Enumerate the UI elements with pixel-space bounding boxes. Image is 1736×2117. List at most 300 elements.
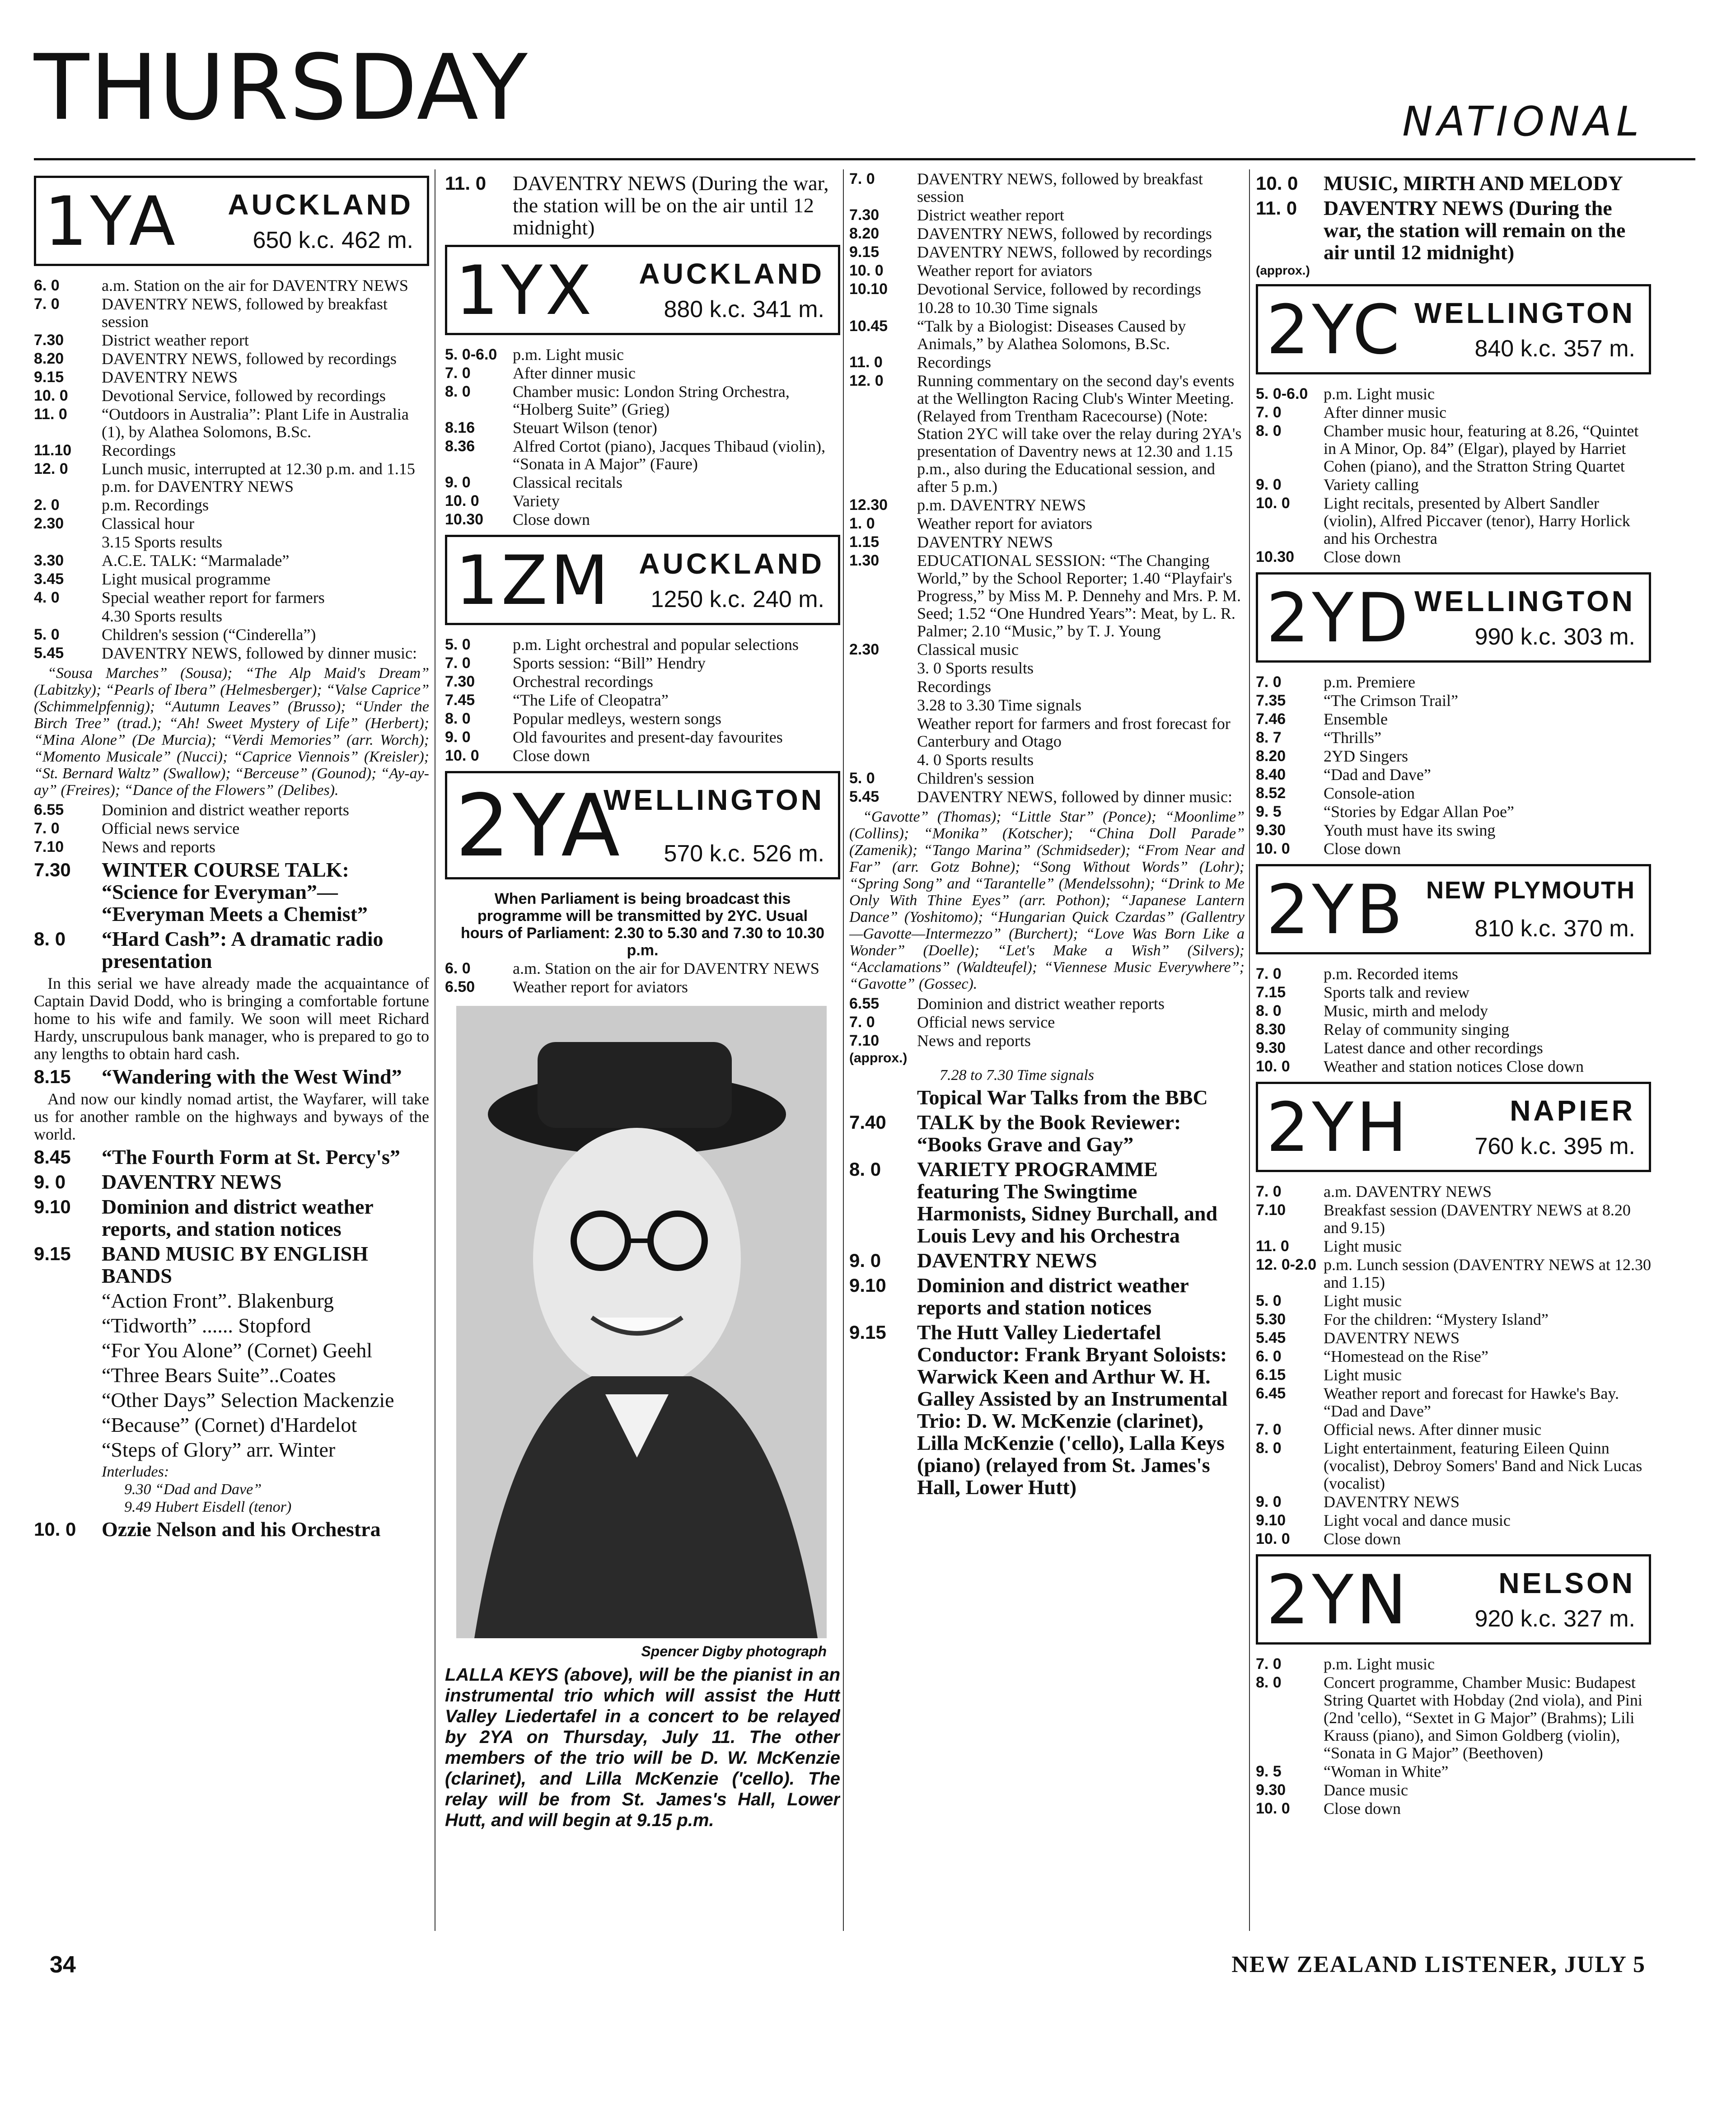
station-box-2yb (1256, 864, 1651, 954)
schedule-entry (849, 678, 1245, 696)
entry-time: 7. 0 (849, 1014, 875, 1031)
entry-time: 7.10 (34, 838, 64, 855)
entry-time: 8. 0 (1256, 1674, 1282, 1691)
schedule-entry (849, 243, 1245, 261)
schedule-entry (849, 170, 1245, 206)
entry-text: Weather and station notices Close down (1324, 1057, 1584, 1075)
schedule-entry (34, 1146, 429, 1168)
schedule-entry (445, 747, 840, 765)
entry-text: DAVENTRY NEWS (917, 533, 1053, 551)
schedule-entry (34, 552, 429, 570)
entry-time: 7. 0 (1256, 1421, 1282, 1438)
schedule-entry (34, 838, 429, 856)
entry-text: p.m. Lunch session (DAVENTRY NEWS at 12.30 and 1.15) (1324, 1256, 1651, 1291)
schedule-entry (34, 332, 429, 349)
schedule-entry (1256, 1256, 1651, 1291)
entry-time: 8.20 (1256, 748, 1286, 765)
entry-text: Children's session (“Cinderella”) (102, 626, 316, 644)
column-divider (1249, 169, 1250, 1931)
band-piece: “Other Days” Selection Mackenzie (102, 1388, 394, 1411)
parliament-notice: When Parliament is being broadcast this programme will be transmitted by 2YC. Usual hours of Parliament: 2.30 to 5.30 and 7.30 to 10.30 p.m. (461, 890, 824, 959)
entry-text: p.m. Light music (1324, 1655, 1435, 1673)
entry-text: DAVENTRY NEWS, followed by recordings (917, 243, 1212, 261)
entry-text: Chamber music: London String Orchestra, “Holberg Suite” (Grieg) (513, 383, 790, 418)
column-4 (1256, 169, 1651, 1922)
entry-time: 8.36 (445, 438, 475, 455)
entry-text: Relay of community singing (1324, 1020, 1509, 1038)
entry-time: 7. 0 (1256, 673, 1282, 691)
entry-text: Ozzie Nelson and his Orchestra (102, 1518, 381, 1541)
band-piece: “Because” (Cornet) d'Hardelot (102, 1413, 357, 1436)
entry-time: 7.40 (849, 1112, 886, 1133)
entry-time: 4. 0 (34, 589, 60, 606)
service-label: NATIONAL (1402, 98, 1643, 145)
entry-time: 11. 0 (1256, 1238, 1289, 1255)
entry-text: Sports session: “Bill” Hendry (513, 654, 706, 672)
column-divider (843, 169, 844, 1931)
entry-text: Close down (1324, 840, 1401, 858)
schedule-entry (1256, 984, 1651, 1001)
schedule-entry (445, 365, 840, 382)
entry-text: “The Crimson Trail” (1324, 692, 1458, 710)
entry-text: Classical hour (102, 514, 194, 533)
schedule-entry (849, 1032, 1245, 1050)
schedule-entry (849, 1249, 1245, 1271)
entry-text: 3.28 to 3.30 Time signals (917, 696, 1082, 714)
entry-text: “Wandering with the West Wind” (102, 1065, 402, 1088)
entry-time: 9. 0 (445, 474, 471, 491)
schedule-entry (1256, 965, 1651, 983)
station-city: NELSON (1498, 1567, 1635, 1599)
entry-time (849, 696, 917, 714)
entry-time: 2.30 (34, 515, 64, 532)
entry-text: Alfred Cortot (piano), Jacques Thibaud (violin), “Sonata in A Major” (Faure) (513, 437, 826, 473)
entry-time: 8.30 (1256, 1021, 1286, 1038)
schedule-entry (1256, 1530, 1651, 1548)
entry-time: 5. 0 (34, 626, 60, 643)
entry-text: Recordings (102, 441, 176, 459)
entry-time: 10. 0 (445, 747, 479, 764)
entry-time: 7.10 (849, 1032, 880, 1049)
entry-text: Steuart Wilson (tenor) (513, 419, 657, 437)
station-box-2ya (445, 771, 840, 879)
entry-time: 9.30 (1256, 822, 1286, 839)
station-city: NEW PLYMOUTH (1426, 877, 1635, 904)
schedule-entry (445, 511, 840, 528)
entry-text: Breakfast session (DAVENTRY NEWS at 8.20 and 9.15) (1324, 1201, 1631, 1237)
schedule-entry (849, 280, 1245, 298)
schedule-entry (1256, 710, 1651, 728)
entry-time: 9.15 (849, 243, 880, 261)
entry-time: 6. 0 (445, 960, 471, 977)
schedule-entry (445, 438, 840, 473)
entry-time: 8.15 (34, 1066, 71, 1087)
schedule-entry (849, 1158, 1245, 1247)
schedule-entry (849, 1321, 1245, 1498)
entry-time: 5. 0-6.0 (1256, 385, 1308, 402)
entry-text: Light vocal and dance music (1324, 1511, 1511, 1529)
entry-text: Close down (1324, 1530, 1401, 1548)
entry-text: p.m. Light music (1324, 385, 1435, 403)
entry-text: After dinner music (513, 364, 636, 382)
entry-time: 6. 0 (1256, 1348, 1282, 1365)
entry-text: “Thrills” (1324, 729, 1381, 747)
entry-text: Special weather report for farmers (102, 589, 325, 607)
station-city: WELLINGTON (1414, 585, 1635, 617)
schedule-entry (1256, 476, 1651, 494)
entry-time: 10. 0 (1256, 1530, 1290, 1547)
entry-text: p.m. Premiere (1324, 673, 1415, 691)
entry-time: 8.16 (445, 419, 475, 436)
schedule-entry (1256, 1058, 1651, 1075)
entry-text: The Hutt Valley Liedertafel Conductor: Frank Bryant Soloists: Warwick Keen and Arthur W. H. Galley Assisted by an Instrumental Trio: D. W. McKenzie (clarinet), Lilla McKenzie ('cello), Lalla Keys (piano) (relayed from St. James's Hall, Lower Hutt) (917, 1321, 1228, 1499)
schedule-entry (1256, 1021, 1651, 1038)
entry-text: DAVENTRY NEWS (1324, 1493, 1460, 1511)
entry-time: 11. 0 (34, 406, 67, 423)
station-call: 2YB (1266, 871, 1405, 949)
schedule-entry (445, 383, 840, 418)
entry-time: 1. 0 (849, 515, 875, 532)
entry-time: 2.30 (849, 641, 880, 658)
entry-time: 7.15 (1256, 984, 1286, 1001)
schedule-entry (1256, 1348, 1651, 1365)
entry-text: Music, mirth and melody (1324, 1002, 1488, 1020)
entry-text: a.m. Station on the air for DAVENTRY NEWS (513, 959, 819, 977)
entry-time: 9.30 (1256, 1039, 1286, 1056)
station-box-2yc (1256, 284, 1651, 374)
entry-text: “Homestead on the Rise” (1324, 1347, 1488, 1365)
schedule-entry (34, 859, 429, 925)
entry-text: Orchestral recordings (513, 673, 653, 691)
entry-text: DAVENTRY NEWS, followed by breakfast session (917, 170, 1203, 206)
entry-time: 7. 0 (445, 365, 471, 382)
publication-footer: NEW ZEALAND LISTENER, JULY 5 (1231, 1952, 1646, 1977)
schedule-entry (34, 515, 429, 533)
entry-time (34, 608, 102, 625)
entry-text: After dinner music (1324, 403, 1446, 421)
entry-time: 10.10 (849, 280, 888, 298)
entry-text: Variety (513, 492, 560, 510)
entry-time: 5.45 (34, 645, 64, 662)
station-city: AUCKLAND (639, 257, 824, 290)
entry-time: 9.15 (849, 1322, 886, 1343)
station-frequency: 920 k.c. 327 m. (1474, 1606, 1635, 1632)
entry-time: 6.15 (1256, 1366, 1286, 1383)
entry-text: Variety calling (1324, 476, 1419, 494)
entry-time: 9. 0 (849, 1250, 881, 1271)
entry-text: 4.30 Sports results (102, 607, 223, 625)
entry-time: 11. 0 (1256, 197, 1297, 219)
station-frequency: 840 k.c. 357 m. (1474, 336, 1635, 362)
entry-text: BAND MUSIC BY ENGLISH BANDS (102, 1242, 369, 1287)
entry-time: 8. 0 (849, 1159, 881, 1180)
entry-text: “Woman in White” (1324, 1762, 1449, 1781)
schedule-entry (445, 692, 840, 709)
entry-time: 5. 0 (1256, 1292, 1282, 1309)
schedule-entry (849, 1274, 1245, 1318)
entry-time (34, 533, 102, 551)
entry-time: 5. 0 (445, 636, 471, 653)
entry-text: 3. 0 Sports results (917, 659, 1034, 677)
entry-time: 5.30 (1256, 1311, 1286, 1328)
station-box-1zm (445, 535, 840, 625)
schedule-entry (1256, 1800, 1651, 1818)
schedule-entry (1256, 729, 1651, 747)
entry-time: 9.30 (1256, 1781, 1286, 1799)
entry-time: 10. 0 (1256, 840, 1290, 857)
entry-text: Sports talk and review (1324, 983, 1469, 1001)
schedule-entry (1256, 1512, 1651, 1529)
schedule-entry (1256, 404, 1651, 421)
entry-text: Weather report for aviators (917, 262, 1092, 280)
entry-time: 7.30 (849, 206, 880, 224)
photo-caption: LALLA KEYS (above), will be the pianist in an instrumental trio which will assist the Hutt Valley Liedertafel in a concert to be relayed by 2YA on Thursday, July 11. The other members of the trio will be D. W. McKenzie (clarinet), and Lilla McKenzie ('cello). The relay will be from St. James's Hall, Lower Hutt, and will begin at 9.15 p.m. (445, 1665, 840, 1830)
entry-time (849, 678, 917, 696)
schedule-entry (34, 801, 429, 819)
entry-time: 8. 7 (1256, 729, 1282, 746)
entry-text: Light music (1324, 1292, 1402, 1310)
entry-time: 7. 0 (849, 170, 875, 187)
entry-time: 7.30 (445, 673, 475, 690)
entry-text: TALK by the Book Reviewer: “Books Grave and Gay” (917, 1111, 1181, 1156)
entry-time (849, 659, 917, 677)
schedule-entry (1256, 197, 1651, 263)
schedule-entry (849, 751, 1245, 769)
schedule-entry (849, 318, 1245, 353)
schedule-entry (34, 406, 429, 441)
entry-time: 9. 5 (1256, 803, 1282, 820)
interlude-item: 9.30 “Dad and Dave” (124, 1481, 262, 1498)
entry-time: 5.45 (1256, 1329, 1286, 1346)
entry-text: p.m. Light orchestral and popular selections (513, 636, 799, 654)
schedule-entry (849, 715, 1245, 750)
entry-time: 8.45 (34, 1146, 71, 1168)
interludes-label: Interludes: (102, 1463, 169, 1480)
entry-time: 7.30 (34, 332, 64, 349)
schedule-entry (445, 710, 840, 728)
entry-text: DAVENTRY NEWS, followed by recordings (102, 350, 397, 368)
schedule-entry (1256, 1781, 1651, 1799)
entry-text: DAVENTRY NEWS, followed by dinner music: (102, 644, 417, 662)
station-call: 2YN (1266, 1561, 1410, 1640)
schedule-entry (445, 978, 840, 996)
entry-time: 7.35 (1256, 692, 1286, 709)
schedule-entry (34, 295, 429, 331)
entry-time (849, 751, 917, 769)
schedule-entry (34, 820, 429, 837)
entry-text: Concert programme, Chamber Music: Budapest String Quartet with Hobday (2nd viola), and Pini (2nd 'cello), “Sextet in G Major” (Brahms); Lili Krauss (piano), and Simon Goldberg (violin), “Sonata in G Major” (Beethoven) (1324, 1673, 1642, 1762)
entry-text: DAVENTRY NEWS (917, 1249, 1097, 1272)
entry-text: WINTER COURSE TALK: “Science for Everyman”— “Everyman Meets a Chemist” (102, 858, 368, 925)
station-frequency: 760 k.c. 395 m. (1474, 1133, 1635, 1159)
schedule-entry (445, 654, 840, 672)
schedule-entry (34, 533, 429, 551)
entry-time: 6. 0 (34, 277, 60, 294)
entry-time: 10. 0 (34, 1519, 76, 1540)
entry-time: 10.30 (1256, 548, 1295, 565)
entry-text: Classical recitals (513, 473, 622, 491)
entry-text: Close down (513, 747, 590, 765)
entry-time: 12. 0-2.0 (1256, 1256, 1317, 1273)
entry-text: District weather report (102, 331, 249, 349)
schedule-entry (34, 928, 429, 972)
schedule-entry (1256, 422, 1651, 475)
station-city: AUCKLAND (639, 547, 824, 580)
schedule-entry (1256, 495, 1651, 547)
entry-text: p.m. Recorded items (1324, 965, 1458, 983)
schedule-entry (34, 608, 429, 625)
entry-text: For the children: “Mystery Island” (1324, 1310, 1549, 1328)
entry-text: a.m. DAVENTRY NEWS (1324, 1182, 1492, 1201)
entry-text: DAVENTRY NEWS, followed by breakfast session (102, 295, 388, 331)
schedule-entry (1256, 1238, 1651, 1255)
schedule-entry (445, 474, 840, 491)
entry-time: 12.30 (849, 496, 888, 514)
entry-text: Light recitals, presented by Albert Sandler (violin), Alfred Piccaver (tenor), Harry Horlick and his Orchestra (1324, 494, 1630, 547)
schedule-entry (849, 552, 1245, 640)
entry-time: 8.20 (849, 225, 880, 242)
time-signals: 7.28 to 7.30 Time signals (940, 1067, 1094, 1084)
schedule-entry (34, 626, 429, 644)
schedule-entry (34, 1196, 429, 1240)
entry-text: Old favourites and present-day favourites (513, 728, 783, 746)
entry-time (849, 715, 917, 750)
schedule-entry (445, 673, 840, 691)
entry-text: A.C.E. TALK: “Marmalade” (102, 551, 290, 570)
program-note: And now our kindly nomad artist, the Wayfarer, will take us for another ramble on the highways and byways of the world. (34, 1090, 429, 1143)
schedule-entry (849, 659, 1245, 677)
entry-text: Official news. After dinner music (1324, 1421, 1542, 1439)
entry-time: 5.45 (849, 788, 880, 805)
entry-time: 9. 0 (1256, 476, 1282, 493)
entry-text: “The Fourth Form at St. Percy's” (102, 1145, 400, 1168)
schedule-entry (849, 641, 1245, 659)
schedule-entry (1256, 803, 1651, 821)
entry-time: 6.50 (445, 978, 475, 995)
schedule-entry (445, 729, 840, 746)
schedule-entry (1256, 1311, 1651, 1328)
station-box-1ya (34, 176, 429, 266)
station-call: 2YC (1266, 291, 1403, 369)
entry-text: “Stories by Edgar Allan Poe” (1324, 803, 1514, 821)
entry-text: Classical music (917, 640, 1019, 659)
entry-text: Weather report for aviators (513, 978, 688, 996)
entry-text: News and reports (917, 1032, 1031, 1050)
entry-text: DAVENTRY NEWS (102, 368, 238, 386)
schedule-entry (34, 496, 429, 514)
entry-text: DAVENTRY NEWS (1324, 1329, 1460, 1347)
schedule-entry (1256, 1493, 1651, 1511)
schedule-entry (1256, 748, 1651, 765)
entry-time: 9.15 (34, 1243, 71, 1264)
entry-text: Recordings (917, 678, 991, 696)
schedule-entry (1256, 1183, 1651, 1201)
schedule-entry (1256, 1039, 1651, 1057)
entry-time: 5. 0 (849, 770, 875, 787)
station-city: NAPIER (1510, 1094, 1635, 1127)
schedule-entry (1256, 1763, 1651, 1781)
entry-time: 7. 0 (1256, 404, 1282, 421)
entry-time: 8.20 (34, 350, 64, 367)
schedule-entry (849, 372, 1245, 495)
schedule-entry (445, 960, 840, 977)
entry-text: Weather report for aviators (917, 514, 1092, 533)
station-box-2yd (1256, 572, 1651, 663)
entry-text: p.m. DAVENTRY NEWS (917, 496, 1086, 514)
schedule-entry (1256, 548, 1651, 566)
entry-text: “The Life of Cleopatra” (513, 691, 669, 709)
schedule-entry (445, 172, 840, 238)
entry-text: DAVENTRY NEWS (102, 1170, 282, 1193)
station-call: 1ZM (455, 542, 612, 620)
schedule-entry (849, 515, 1245, 533)
station-box-2yh (1256, 1082, 1651, 1172)
band-piece: “Action Front”. Blakenburg (102, 1289, 334, 1312)
entry-time: 11.10 (34, 442, 72, 459)
entry-text: Light musical programme (102, 570, 271, 588)
schedule-entry (849, 1111, 1245, 1155)
entry-time: 8. 0 (445, 383, 471, 400)
schedule-entry (1256, 840, 1651, 858)
entry-time: 9. 0 (34, 1171, 66, 1192)
station-frequency: 990 k.c. 303 m. (1474, 624, 1635, 650)
station-city: WELLINGTON (1414, 297, 1635, 329)
schedule-entry (445, 346, 840, 364)
schedule-entry (1256, 785, 1651, 802)
entry-text: VARIETY PROGRAMME featuring The Swingtime Harmonists, Sidney Burchall, and Louis Levy and his Orchestra (917, 1158, 1218, 1247)
entry-time: 9.10 (34, 1196, 71, 1217)
entry-text: 2YD Singers (1324, 747, 1408, 765)
schedule-entry (1256, 1366, 1651, 1384)
entry-time: 6.55 (34, 801, 64, 818)
schedule-entry (1256, 1292, 1651, 1310)
entry-text: Dance music (1324, 1781, 1408, 1799)
band-piece: “Tidworth” ...... Stopford (102, 1314, 311, 1337)
schedule-entry (34, 387, 429, 405)
schedule-entry (1256, 692, 1651, 710)
station-call: 2YA (455, 776, 623, 876)
entry-text: Weather report and forecast for Hawke's Bay. “Dad and Dave” (1324, 1384, 1619, 1420)
schedule-entry (1256, 1002, 1651, 1020)
schedule-entry (34, 350, 429, 368)
entry-time: 7.45 (445, 692, 475, 709)
entry-text: Dominion and district weather reports (102, 801, 349, 819)
entry-text: EDUCATIONAL SESSION: “The Changing World,” by the School Reporter; 1.40 “Playfair's Progress,” by Miss M. P. Dennehy and Mrs. P. M. Seed; 1.52 “One Hundred Years”: Meat, by L. R. Palmer; 2.10 “Music,” by T. J. Young (917, 551, 1241, 640)
schedule-entry (849, 262, 1245, 280)
schedule-entry (445, 492, 840, 510)
entry-time: 10. 0 (34, 387, 68, 404)
page-number: 34 (50, 1952, 76, 1978)
entry-time: 7. 0 (445, 654, 471, 672)
entry-time: 3.45 (34, 570, 64, 588)
schedule-entry (34, 1171, 429, 1193)
schedule-entry (849, 354, 1245, 371)
entry-text: Close down (513, 510, 590, 528)
entry-text: Lunch music, interrupted at 12.30 p.m. and 1.15 p.m. for DAVENTRY NEWS (102, 460, 415, 495)
station-call: 2YH (1266, 1089, 1410, 1167)
schedule-entry (34, 589, 429, 607)
entry-text: Dominion and district weather reports (917, 995, 1165, 1013)
entry-text: Light music (1324, 1237, 1402, 1255)
entry-text: 10.28 to 10.30 Time signals (917, 299, 1098, 317)
station-call: 1YA (44, 182, 178, 261)
entry-text: 3.15 Sports results (102, 533, 223, 551)
entry-text: Light music (1324, 1366, 1402, 1384)
entry-text: Children's session (917, 769, 1034, 787)
entry-text: Chamber music hour, featuring at 8.26, “Quintet in A Minor, Op. 84” (Elgar), played by Harriet Cohen (piano), and the Stratton String Quartet (1324, 422, 1639, 475)
entry-time: 8. 0 (34, 928, 66, 949)
station-box-1yx (445, 245, 840, 335)
